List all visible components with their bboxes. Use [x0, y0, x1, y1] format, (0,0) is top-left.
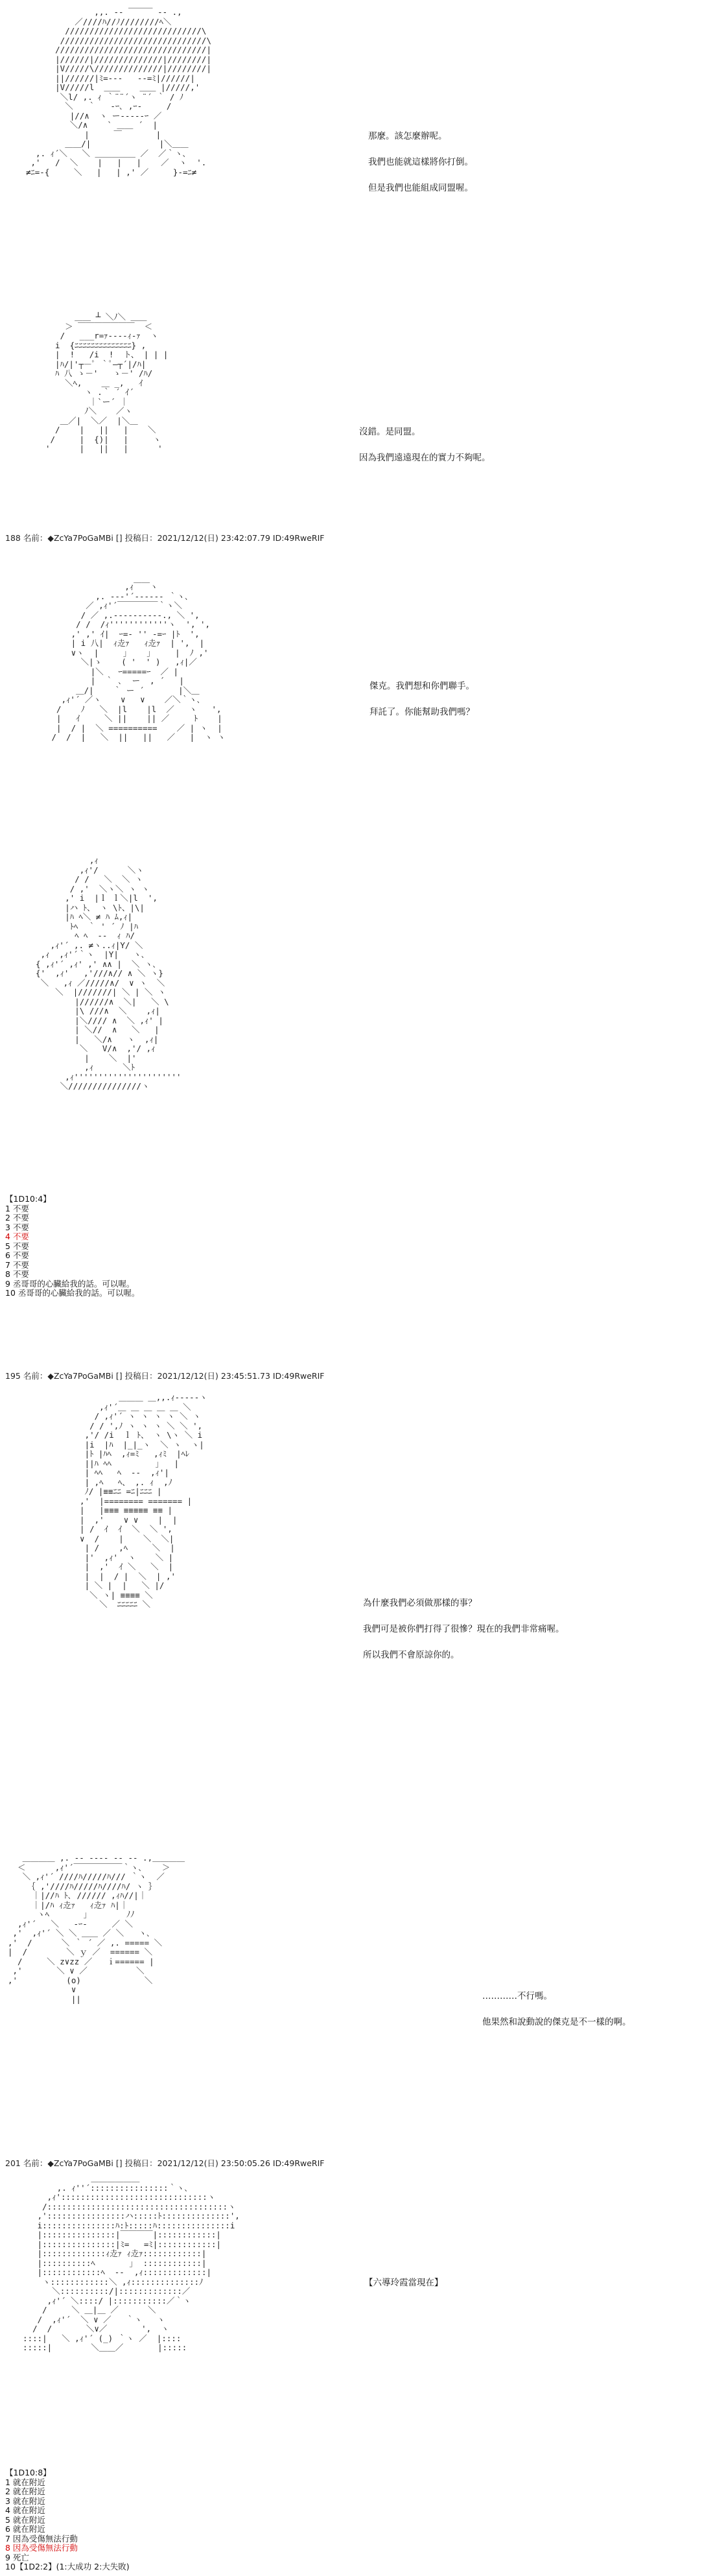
vote-option: 2 就在附近: [5, 2487, 45, 2496]
post-name-label: 名前：: [23, 533, 48, 543]
dialogue-block: [363, 1597, 565, 1662]
vote-option: 10 丞哥哥的心臟給我的話。可以喔。: [5, 1288, 140, 1298]
ascii-art-character: ＿＿＿ ＿,,.ｨ-‐‐‐-ヽ ,ｨ'´＿ ＿ ＿ ＿ ＿ ＼ / ,ｨ'´ ヽ ヽ ヽ ヽ ＼ ヽ / / ',ﾉ ヽ ヽ ヽ ＼ ＼ ', ,'/ /i ｌ ﾄ、 ヽ \ヽ ＼ i |i |ﾊ |_|_ヽ ＼ ヽ ヽ| |ﾄ |ﾊﾍ ,ｨ=ﾐ ,ｨﾐ |ﾍﾚ ||ﾊ ﾍﾍ ｣ | | ﾍﾍ ﾍ ‐- ,ｨ'| | ,ﾍ ﾍ、 ,. ｨ ,ﾉ ﾉ/ |≡≡ﾆﾆ =ﾆ|ﾆﾆﾆ | ,' |======== ======= | | |≡≡≡ ≡≡≡≡≡ ≡≡ | | ,' ∨ ∨ | | | / ｲ ｲ ＼ ＼ ', ∨ / | ＼ ＼| | / ,ﾍ ＼ | |' ,ｨ' ヽ ＼ | | ,' ｲ ＼ ＼ | | | / | ＼ | ,' | ＼ | | ＼ |/ ＼ ヽ| ≡≡≡≡ ＼ ＼ ﾆﾆﾆﾆﾆ ＼: [80, 1392, 207, 1609]
dialogue-line: …………不行嗎。: [482, 1991, 552, 2001]
dialogue-block: [482, 1990, 631, 2029]
dialogue-block: [364, 2276, 443, 2289]
vote-option: 1 不要: [5, 1203, 29, 1213]
dialogue-line: 但是我們也能組成同盟喔。: [368, 183, 473, 193]
post-number: 195: [5, 1371, 21, 1381]
ascii-art-character: ＿＿＿＿ ,. -- ‐‐‐‐ ‐‐ -- .,＿＿＿＿ ＜ ,ｨ'´￣￣￣￣￣￣｀ヽ､ ＞ ＼ ,ｨ'´ ////ﾊ/////ﾊ/// ｀ヽ ／ ｛ ,'////ﾊ/////ﾊ////ﾊ/ ヽ ｝ ｜|//ﾊ ﾄ､ ////// ,ｨﾊ//|｜ ｜|/ﾊ ｨ赱ｧ ｨ赱ｧ ﾊ|｜ ヽﾍ ｣ ﾉﾉ ,ｨ'´ ＼ -ｰ- ／ ＼ ,' ,ｨ'´ ＼ ＼ ＿＿ ／ ＼ ヽ､ ,' / ＼ ｀ ´ ／ ,. ===== ＼ | / ＼ ｙ ／ ====== ＼ / ＼ z∨zz ／ ｉ====== | ,' ＼ ∨ ／ ＼ ,' (o) ＼ ∨ ||: [8, 1853, 185, 2004]
post-trip: ◆ZcYa7PoGaMBi: [47, 1371, 113, 1381]
post-number: 201: [5, 2158, 21, 2168]
vote-option: 9 死亡: [5, 2552, 29, 2562]
post-header: [5, 1370, 324, 1381]
ascii-art-character: ,,. -‐ ￣￣￣ ‐- ., ／////ﾊ//ﾉ////////ﾍ＼ ////////////////////////////\ //////////////////////////////\ ///////////////////////////////| |//////|//////////////|////////| |V/////\//////////////|////////| ||//////|ﾐ=-‐- ‐-=ﾐ|//////| |V/////l ＿＿ ＿＿ |/////,' ＼l/ ,. ｨ ｀¨¨´ヽ ¨´ ｀ / ﾉ ＼ ｀ -ｰ､ ,ｰ- / |//∧ ヽ ー-----ｰ ／ ＼/∧ ` ＿＿ ´ | | ￣ | ＿＿/| |＼＿＿ ,. ｨ´＼ ＼ ＿＿＿＿＿ ／ ／｀ヽ､ ,' / ＼ | | | ／ ヽ '. ≠ﾆ=-{ ＼ | | ,' ／ }-=ﾆ≠: [26, 7, 211, 177]
vote-option: 6 不要: [5, 1250, 29, 1260]
dialogue-line: 【六導玲霞當現在】: [364, 2278, 443, 2288]
post-id: ID:49RweRIF: [272, 2158, 325, 2168]
vote-option: 2 不要: [5, 1213, 29, 1222]
post-date: 2021/12/12(日): [157, 533, 218, 543]
dialogue-line: 為什麼我們必須做那樣的事？: [363, 1598, 477, 1608]
ascii-art-character: ,ｨ ,ｨ'/ ＼ヽ / / ＼ ＼ ヽ / ,' ＼ヽ＼ ヽ ヽ ,' i |ｌ ｌ＼|l ', |ハ ﾄ、 ヽ \ﾄ、|\| |ﾊ ﾍ＼ ≠ ﾊ ﾑ,ｨ| ﾄﾍ ｀ ' ´ ﾉ |ﾊ ﾍ ﾍ ‐- ｨ ﾊ/ ,ｨ'´ ,. ≠ヽ..ｨ|Y/ ＼ ,ｨ ,ｨ'´｀ヽ |Y| ヽ､ { ,ｨ'´ ,ｨ' ,' ∧∧ | ＼ ヽ､ {' ,ｨ' ,'///∧// ∧ ＼ ヽ} ＼ ,ｨ ／/////∧/ ∨ ヽ ＼ ＼ |///////| ＼ | ＼ ヽ |//////∧ ＼| ＼ \ |\ ///∧ ＼ ,ｨ| |＼//// ∧ ＼ ,ｨ' | | ＼// ∧ ＼ | | ＼/∧ ヽ ,ｨ| ＼ V/∧ ,'/ ,ｨ | ＼ |' ,ｨ ＼ﾄ ,ｨ'''''''''''''''''''''' ＼///////////////ヽ: [36, 855, 181, 1091]
vote-header: 【1D10:4】: [5, 1194, 51, 1204]
vote-option: 6 就在附近: [5, 2524, 45, 2534]
dialogue-block: [359, 425, 491, 464]
vote-option: 7 因為受傷無法行動: [5, 2533, 78, 2544]
dice-vote-list: [5, 1195, 139, 1298]
dialogue-line: 我們可是被你們打得了很慘？現在的我們非常痛喔。: [363, 1624, 565, 1634]
dice-vote-list: [5, 2468, 130, 2572]
post-id: ID:49RweRIF: [272, 533, 325, 543]
post-name-label: 名前：: [23, 2158, 48, 2168]
dialogue-line: 所以我們不會原諒你的。: [363, 1650, 460, 1660]
vote-option: 10【1D2:2】(1:大成功 2:大失敗): [5, 2562, 130, 2571]
post-report: [] 投稿日：: [115, 533, 158, 543]
vote-option: 3 不要: [5, 1222, 29, 1232]
dialogue-block: [368, 130, 473, 195]
post-report: [] 投稿日：: [115, 2158, 158, 2168]
post-number: 188: [5, 533, 21, 543]
post-header: [5, 532, 324, 543]
vote-option: 4 就在附近: [5, 2505, 45, 2515]
dialogue-line: 那麼。該怎麼辦呢。: [368, 131, 447, 141]
vote-option: 9 丞哥哥的心臟給我的話。可以喔。: [5, 1278, 135, 1289]
post-trip: ◆ZcYa7PoGaMBi: [47, 2158, 113, 2168]
vote-option: 3 就在附近: [5, 2496, 45, 2506]
post-time: 23:42:07.79: [220, 533, 270, 543]
dialogue-line: 他果然和說動說的傑克是不一樣的啊。: [482, 2017, 631, 2027]
post-date: 2021/12/12(日): [157, 2158, 218, 2168]
vote-option-selected: 4 不要: [5, 1232, 29, 1241]
vote-header: 【1D10:8】: [5, 2468, 51, 2477]
ascii-art-character: ,ｨ￣￣ヽ ,. ---'´‐‐‐‐‐‐ ｀ヽ､ ／ ,ｨ'´￣￣￣￣￣｀ヽ＼ / ／ ,.-‐‐‐‐‐‐‐‐-., ＼ ', / / /ｨ''''''''''''ヽ ', ', ,' ,' ｲ| ｰ=- '' -=ｰ |ﾄ ', | i 八| ｨ赱ｧ ｨ赱ｧ | ', | ∨ヽ | ｣ ｣ | ﾉ ,' ＼|ゝ ( ' ' ) ,ｨ|／ |＼ ｰ=====ｰ ／ | | ｀ ､ ー , ´ | ＿/| ｀ ー ´ |＼＿ ,ｨ'´ ／ヽ ∨ ∨ ／＼｀ヽ､ / ﾉ ＼ |l |l ／ ヽ ', | ｲ ＼ || || ／ ﾄ | | / | ＼ ========== ／ | ヽ | / / | ＼ || || ／ | ヽ ヽ: [51, 582, 226, 742]
dialogue-line: 沒錯。是同盟。: [359, 427, 421, 437]
ascii-art-character: ＿＿＿＿＿＿ ,. ｨ''´::::::::::::::::｀ヽ､ ,ｨ'::::::::::::::::::::::::::::::ヽ /:::::::::::::::::::::::::::::::::::::ヽ ,'::::::::::::::::ハ:::::ﾄ::::::::::::::', i:::::::::::::::ﾊ:ﾄ:::::ﾊ:::::::::::::::i |:::::::::::::::|￣￣￣￣|::::::::::::| |:::::::::::::::|ﾐ= =ﾐ|::::::::::::| |:::::::::::::ｨ赱ｧ ｨ赱ｧ::::::::::::| |::::::::::ﾍ ｣ ::::::::::::| |::::::::::::ﾍ ‐- ,ｨ:::::::::::::| ヽ::::::::::::＼ ,ｨ::::::::::::::ﾉ ＼::::::::::/|:::::::::::::／ ,ｨ'´ ＼::::/ |:::::::::::／｀ヽ / ＼ ＿|＿ ／ ＼ / ,ｨ'´ ＼ ∨ ／ ｀ヽ ヽ / / ＼∨／ ', ヽ ::::| ＼ ,ｨ'´ (_) ｀ヽ ／ |:::: :::::| ＼＿＿／ |:::::: [23, 2173, 240, 2352]
ascii-art-character: ＿＿ ┴ ＼ﾉ＼ ＿＿ ＞ ￣￣￣￣￣￣￣ ＜ / ___r=ｧ-‐-‐ｨ-ｧ ヽ i {ﾆﾆﾆﾆﾆﾆﾆﾆﾆﾆﾆﾆﾆﾆ} , | ! /i ! ト、 | | | |ﾊ/|'┬―ﾟ ｀ﾟ―┬´|/ﾊ| ﾊ 八 ゝ－' ゝ－' /ﾊ/ ＼ﾍ, ＿ _, ｲ ヽ .｀ ´ ｲ´ ｜`ー´ ｜ ﾉ＼ ／ヽ ＿／| ＼／ |＼＿ / | || | ＼ / | {)| | ヽ ' | || | ': [45, 312, 169, 453]
vote-option: 1 就在附近: [5, 2477, 45, 2487]
post-name-label: 名前：: [23, 1371, 48, 1381]
post-date: 2021/12/12(日): [157, 1371, 218, 1381]
vote-option-selected: 8 因為受傷無法行動: [5, 2543, 78, 2553]
post-time: 23:45:51.73: [220, 1371, 270, 1381]
post-id: ID:49RweRIF: [272, 1371, 325, 1381]
dialogue-block: [369, 680, 474, 719]
dialogue-line: 我們也能就這樣將你打倒。: [368, 157, 473, 167]
vote-option: 8 不要: [5, 1269, 29, 1279]
post-trip: ◆ZcYa7PoGaMBi: [47, 533, 113, 543]
post-report: [] 投稿日：: [115, 1371, 158, 1381]
dialogue-line: 拜託了。你能幫助我們嗎？: [369, 707, 474, 717]
vote-option: 5 不要: [5, 1241, 29, 1251]
dialogue-line: 因為我們遠遠現在的實力不夠呢。: [359, 453, 491, 463]
vote-option: 5 就在附近: [5, 2514, 45, 2525]
vote-option: 7 不要: [5, 1259, 29, 1270]
post-time: 23:50:05.26: [220, 2158, 270, 2168]
dialogue-line: 傑克。我們想和你們聯手。: [369, 681, 474, 691]
post-header: [5, 2157, 324, 2169]
